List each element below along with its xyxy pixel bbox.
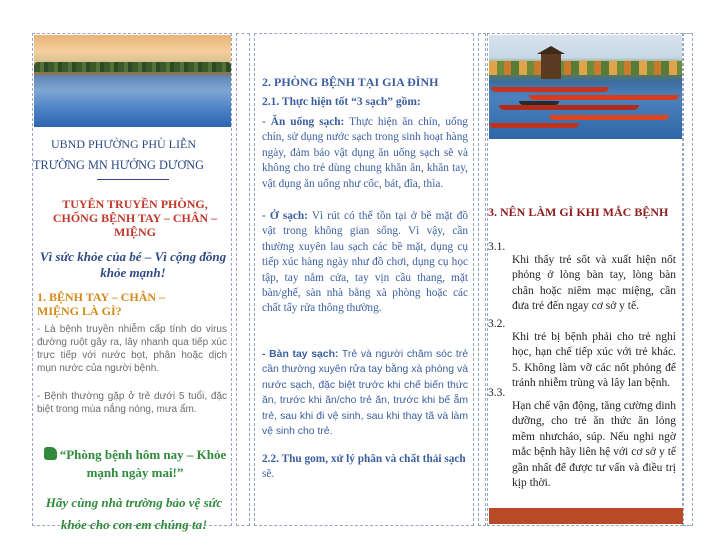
advice-item: Hạn chế vận động, tăng cường dinh dưỡng, cho trẻ ăn thức ăn lỏng mềm nhưcháo, súp. Nếu nghi ngờ mắc bệnh hãy liên hệ với cơ sở y tế gần nhất để được tư vấn và điều trị kịp thời. <box>512 399 677 489</box>
right-panel <box>487 33 683 526</box>
org-line-2: TRƯỜNG MN HƯỚNG DƯƠNG <box>33 158 205 172</box>
waste-paragraph <box>262 452 468 483</box>
home-clean-label: - Ở sạch: <box>262 210 308 222</box>
far-shore <box>489 61 682 75</box>
hands-clean-text: Trẻ và người chăm sóc trẻ cần thường xuyên rửa tay bằng xà phòng và nước sạch, đặc biệt trước khi chế biến thức ăn, trước khi ăn/cho trẻ ăn, trước khi bế ẵm trẻ, sau khi đi vệ sinh, sau khi thay tã và làm vệ sinh cho trẻ. <box>262 349 468 438</box>
waste-tail: sẽ. <box>262 468 275 481</box>
item-number: 3.2. <box>488 318 506 330</box>
item-number: 3.1. <box>488 241 506 253</box>
shore-line <box>34 72 231 75</box>
eat-clean-paragraph <box>262 115 468 192</box>
quote-text: “Phòng bệnh hôm nay – Khỏe mạnh ngày mai!” <box>59 447 227 480</box>
age-paragraph: - Bệnh thường gặp ở trẻ dưới 5 tuổi, đặc biệt trong mùa nắng nóng, mưa ẩm. <box>37 391 227 415</box>
waste-label: 2.2. Thu gom, xử lý phân và chất thải sạch <box>262 453 466 465</box>
fold-gutter-2 <box>478 33 486 526</box>
middle-panel <box>254 33 474 526</box>
org-line-1: UBND PHƯỜNG PHÙ LIỄN <box>51 137 196 151</box>
section2-heading: 2. PHÒNG BỆNH TẠI GIA ĐÌNH <box>262 75 439 89</box>
boat <box>529 95 679 100</box>
hand-icon <box>44 447 57 460</box>
boats-photo <box>489 35 682 139</box>
closing-line: Hãy cùng nhà trường bảo vệ sức khỏe cho con em chúng ta! <box>45 495 223 532</box>
boat <box>549 115 669 120</box>
definition-paragraph: - Là bệnh truyền nhiễm cấp tính do virus đường ruột gây ra, lây nhanh qua tiếp xúc trực tiếp với nước bọt, phân hoặc dịch mụn nước của người bệnh. <box>37 324 227 374</box>
leaflet-title: TUYÊN TRUYỀN PHÒNG, CHỐNG BỆNH TAY – CHÂN – MIỆNG <box>52 197 218 239</box>
header-separator <box>97 179 169 180</box>
left-panel <box>32 33 232 532</box>
quote-block <box>43 446 227 482</box>
three-clean-heading: 2.1. Thực hiện tốt “3 sạch” gồm: <box>262 96 421 108</box>
hands-clean-label: - Bàn tay sạch: <box>262 349 339 360</box>
hands-clean-paragraph <box>262 347 468 439</box>
home-clean-text: Vì rút có thể tồn tại ở bề mặt đồ vật trong không gian sống. Vì vậy, cần thường xuyên lau sạch các bề mặt, dụng cụ tiếp xúc hàng ngày như đồ chơi, dụng cụ học tập, tay nắm cửa, tay vịn cầu thang, mặt bàn/ghế, sàn nhà bằng xà phòng hoặc các chất tẩy rửa thông thường. <box>262 210 468 315</box>
footer-bar <box>489 508 683 524</box>
lake-photo <box>34 35 231 127</box>
slogan: Vì sức khỏe của bé – Vì cộng đồng khỏe mạnh! <box>39 249 227 280</box>
eat-clean-text: Thực hiện ăn chín, uống chín, sử dụng nước sạch trong sinh hoạt hàng ngày, đảm bảo vật dụng ăn uống sạch sẽ và không cho trẻ dùng chung khăn ăn, khăn tay, vật dụng ăn uống như cốc, bát, đĩa, thìa. <box>262 116 468 190</box>
boat <box>491 87 609 92</box>
fold-gutter <box>236 33 250 526</box>
section3-heading: 3. NÊN LÀM GÌ KHI MẮC BỆNH <box>488 205 669 219</box>
advice-item: Khi thấy trẻ sốt và xuất hiện nốt phỏng ở lòng bàn tay, lòng bàn chân hoặc niêm mạc miệng, cần đưa trẻ đến ngay cơ sở y tế. <box>512 253 676 312</box>
eat-clean-label: - Ăn uống sạch: <box>262 116 345 128</box>
section1-heading: 1. BỆNH TAY – CHÂN – MIỆNG LÀ GÌ? <box>37 290 166 318</box>
item-number: 3.3. <box>488 387 506 399</box>
boat <box>489 123 579 128</box>
advice-item: Khi trẻ bị bệnh phải cho trẻ nghỉ học, hạn chế tiếp xúc với trẻ khác. 5. Không làm vỡ các nốt phỏng để tránh nhiễm trùng và lây lan bệnh. <box>512 330 676 389</box>
fold-gutter-3 <box>683 33 693 526</box>
boat <box>519 101 559 105</box>
stilt-house <box>541 53 561 79</box>
boat <box>499 105 639 110</box>
home-clean-paragraph <box>262 209 468 317</box>
